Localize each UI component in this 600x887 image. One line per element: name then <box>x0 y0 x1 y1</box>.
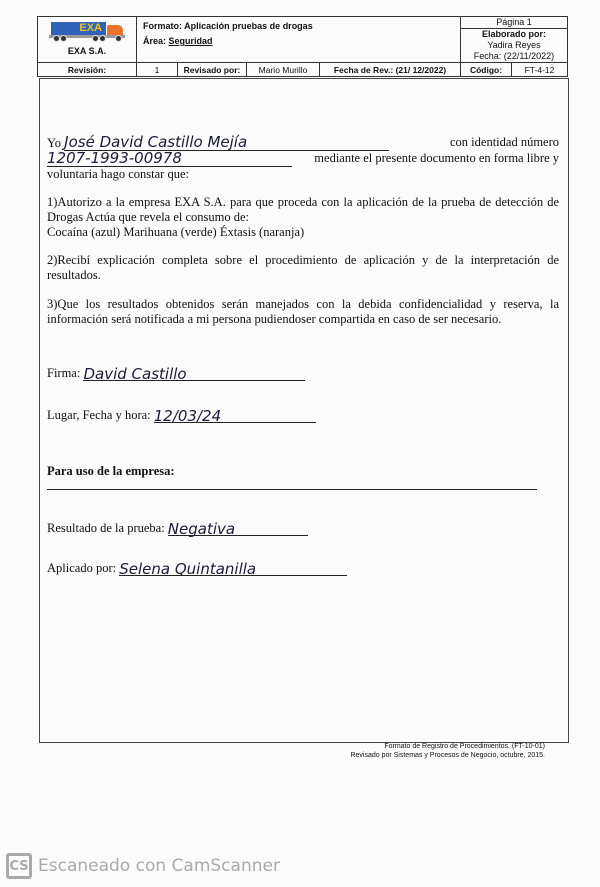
reviewed-by-label: Revisado por: <box>178 63 247 77</box>
document-footer <box>345 742 545 760</box>
elaborated-by-label: Elaborado por: <box>481 29 546 39</box>
place-date-row <box>47 407 316 423</box>
format-title: Formato: Aplicación pruebas de drogas <box>143 21 313 31</box>
logo-cell <box>38 17 137 63</box>
area-value: Seguridad <box>168 36 213 46</box>
camscanner-logo-icon: CS <box>6 853 32 879</box>
revision-value: 1 <box>137 63 178 77</box>
logo-text: EXA <box>79 22 102 34</box>
yo-label: Yo <box>47 136 62 150</box>
declaration-continuation: mediante el presente documento en forma libre y <box>314 151 559 165</box>
signature-row <box>47 365 305 381</box>
elaboration-date: Fecha: (22/11/2022) <box>473 51 555 61</box>
footer-line-1: Formato de Registro de Procedimientos. (FT-10-01) <box>384 743 545 750</box>
item-1-text: 1)Autorizo a la empresa EXA S.A. para que proceda con la aplicación de la prueba de detección de Drogas Actúa que revela el consumo de: <box>47 195 559 224</box>
name-field[interactable]: José David Castillo Mejía <box>64 133 248 151</box>
title-cell <box>137 17 461 63</box>
applied-by-field[interactable]: Selena Quintanilla <box>119 560 257 578</box>
applied-by-label: Aplicado por: <box>47 561 117 575</box>
company-use-divider <box>47 489 537 490</box>
declaration-paragraph <box>47 135 559 182</box>
declaration-end: voluntaria hago constar que: <box>47 167 189 181</box>
identity-label: con identidad número <box>450 135 559 149</box>
signature-field[interactable]: David Castillo <box>83 365 187 383</box>
code-label: Código: <box>461 63 512 77</box>
page-number: Página 1 <box>461 17 567 29</box>
item-2: 2)Recibí explicación completa sobre el procedimiento de aplicación y de la interpretación de resultados. <box>47 253 559 282</box>
exa-truck-logo <box>47 20 127 42</box>
company-name: EXA S.A. <box>67 46 107 56</box>
page-info-cell <box>461 17 568 63</box>
camscanner-watermark <box>6 853 280 879</box>
id-number-field[interactable]: 1207-1993-00978 <box>47 149 182 167</box>
revision-date: Fecha de Rev.: (21/ 12/2022) <box>320 63 461 77</box>
footer-line-2: Revisado por Sistemas y Procesos de Negocio, octubre, 2015. <box>350 752 545 759</box>
item-1 <box>47 195 559 240</box>
result-row <box>47 520 308 536</box>
signature-label: Firma: <box>47 366 81 380</box>
item-3: 3)Que los resultados obtenidos serán manejados con la debida confidencialidad y reserva, la información será notificada a mi persona pudiendoser compartida en caso de ser necesario. <box>47 297 559 326</box>
document-header <box>37 16 568 77</box>
item-1-drugs: Cocaína (azul) Marihuana (verde) Éxtasis (naranja) <box>47 225 305 239</box>
revision-label: Revisión: <box>38 63 137 77</box>
place-date-field[interactable]: 12/03/24 <box>153 407 222 425</box>
result-label: Resultado de la prueba: <box>47 521 165 535</box>
watermark-text: Escaneado con CamScanner <box>38 856 280 876</box>
reviewed-by: Mario Murillo <box>247 63 320 77</box>
result-field[interactable]: Negativa <box>167 520 236 538</box>
company-use-label: Para uso de la empresa: <box>47 464 175 478</box>
applied-by-row <box>47 560 347 576</box>
elaborated-by: Yadira Reyes <box>487 40 541 50</box>
place-date-label: Lugar, Fecha y hora: <box>47 408 151 422</box>
area-label: Área: <box>143 36 167 46</box>
code-value: FT-4-12 <box>512 63 568 77</box>
